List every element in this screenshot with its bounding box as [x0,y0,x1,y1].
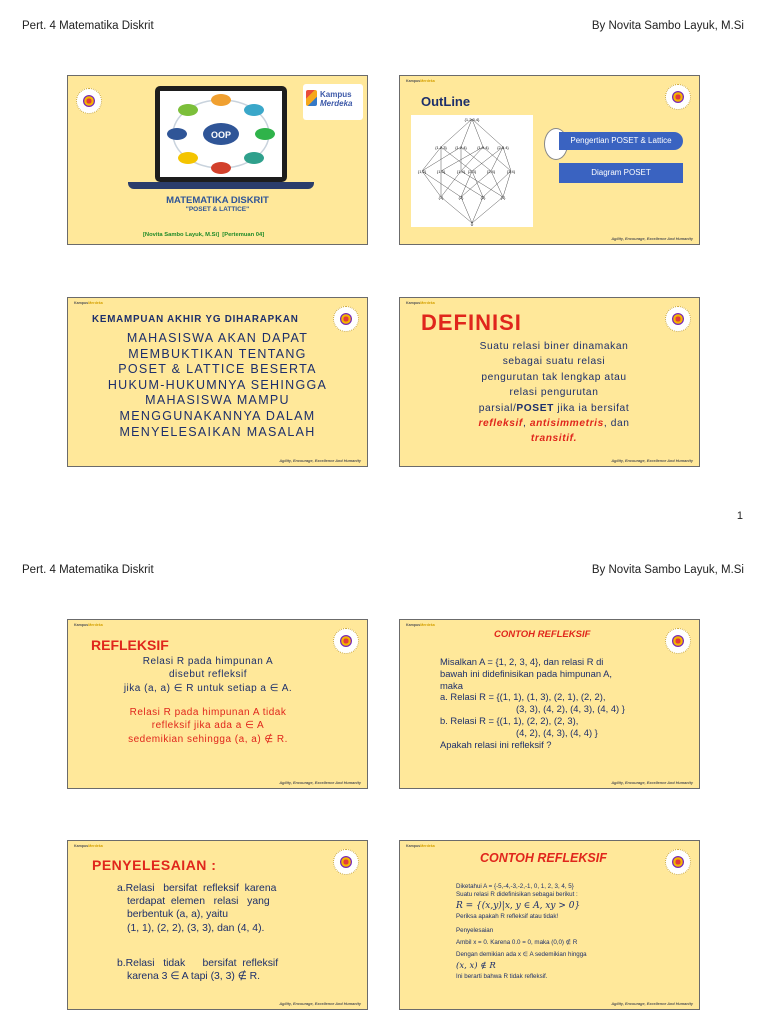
outcome-line: MAHASISWA AKAN DAPAT [126,331,309,345]
outcome-heading: KEMAMPUAN AKHIR YG DIHARAPKAN [92,314,299,325]
node-label: {1,4} [456,169,466,174]
example2-line: Dengan demikian ada x ∈ A sedemikian hingga [456,951,587,958]
slide-reflexive-example [399,619,700,789]
outline-item-1[interactable]: Pengertian POSET & Lattice [559,132,683,150]
solution-title: PENYELESAIAN : [92,857,217,873]
definition-title: DEFINISI [421,310,522,335]
outcome-line: MAHASISWA MAMPU [145,393,290,408]
outcome-line: POSET & LATTICE BESERTA [118,362,317,377]
example2-text [456,883,587,981]
example2-line: Penyelesaian [456,927,494,934]
definition-line: refleksif, antisimmetris, dan [478,418,630,430]
non-reflexive-definition [88,706,328,746]
example-text [440,656,625,750]
university-logo [665,306,691,332]
merdeka-label: Merdeka [320,99,353,108]
hasse-diagram [411,115,533,227]
slide-definition [399,297,700,467]
reflexive-line: Relasi R pada himpunan A [142,656,274,667]
example-line: bawah ini didefinisikan pada himpunan A, [440,667,612,679]
lattice-diagram [411,115,533,227]
non-reflexive-line: Relasi R pada himpunan A tidak [129,707,287,718]
slide1-author [143,232,264,238]
header-right-2: By Novita Sambo Layuk, M.Si [591,564,744,576]
example2-line: Periksa apakah R refleksif atau tidak! [456,913,559,920]
example2-line: Ini berarti bahwa R tidak refleksif. [456,973,548,980]
example-line: Apakah relasi ini refleksif ? [440,738,552,750]
outline-title: OutLine [421,94,471,109]
node-label: {2} [458,195,464,200]
page-number: 1 [736,510,743,522]
meeting-label: [Pertemuan 04] [222,232,265,238]
author-label: [Novita Sambo Layuk, M.Si] [143,232,220,238]
example-line: (3, 3), (4, 2), (4, 3), (4, 4) } [516,703,625,715]
brand-mark: KampusMerdeka [74,623,103,627]
slide-solution [67,840,368,1010]
example-line: b. Relasi R = {(1, 1), (2, 2), (2, 3), [440,714,579,726]
solution-line: b.Relasi tidak bersifat refleksif [117,958,279,969]
solution-part-b [117,957,327,983]
kampus-label: Kampus [320,90,352,99]
example2-line: Diketahui A = {-5,-4,-3,-2,-1, 0, 1, 2, 3, 4, 5} [456,883,574,890]
node-label: {3} [480,195,486,200]
brand-mark: KampusMerdeka [406,844,435,848]
outline-item-2[interactable]: Diagram POSET [559,163,683,183]
oop-center-label: OOP [210,130,232,140]
slide-reflexive [67,619,368,789]
node-label: {1,3} [436,169,446,174]
non-reflexive-line: sedemikian sehingga (a, a) ∉ R. [128,733,288,745]
university-logo [665,849,691,875]
brand-mark: KampusMerdeka [74,844,103,848]
tagline: Agility, Encourage, Excellence And Humanity [611,781,693,785]
slide-outline [399,75,700,245]
oop-diagram [155,86,287,182]
definition-line: pengurutan tak lengkap atau [481,371,627,383]
reflexive-line: jika (a, a) ∈ R untuk setiap a ∈ A. [123,682,293,694]
header-left-2: Pert. 4 Matematika Diskrit [22,564,154,576]
tagline: Agility, Encourage, Excellence And Humanity [611,459,693,463]
example-title: CONTOH REFLEKSIF [494,629,591,640]
definition-line: sebagai suatu relasi [502,356,606,368]
brand-mark: KampusMerdeka [406,623,435,627]
example2-line: Ambil x = 0. Karena 0.0 = 0, maka (0,0) ∉ R [456,939,578,946]
brand-mark: KampusMerdeka [406,301,435,305]
node-label: {1} [438,195,444,200]
university-logo [333,628,359,654]
node-label: {1,2,3,4} [464,117,480,122]
slide-reflexive-example-2 [399,840,700,1010]
node-label: {4} [500,195,506,200]
non-reflexive-line: refleksif jika ada a ∈ A [151,720,265,732]
outcome-text [74,331,361,440]
solution-line: (1, 1), (2, 2), (3, 3), dan (4, 4). [127,922,265,934]
outcome-line: MENGGUNAKANNYA DALAM [119,408,316,423]
slide-title [67,75,368,245]
tagline: Agility, Encourage, Excellence And Humanity [611,237,693,241]
solution-line: terdapat elemen relasi yang [127,896,270,908]
laptop-illustration [155,86,287,182]
definition-line: relasi pengurutan [509,387,599,399]
slide-learning-outcome [67,297,368,467]
example2-line: Suatu relasi R didefinisikan sebagai berikut : [456,891,578,898]
tagline: Agility, Encourage, Excellence And Humanity [279,459,361,463]
solution-line: karena 3 ∈ A tapi (3, 3) ∉ R. [127,971,261,983]
outcome-line: MENYELESAIKAN MASALAH [119,424,316,439]
university-logo [76,88,102,114]
outcome-line: HUKUM-HUKUMNYA SEHINGGA [107,377,328,392]
example-line: Misalkan A = {1, 2, 3, 4}, dan relasi R di [440,656,604,667]
header-left-1: Pert. 4 Matematika Diskrit [22,20,154,32]
example-line: a. Relasi R = {(1, 1), (1, 3), (2, 1), (2, 2), [440,691,606,703]
reflexive-definition [88,655,328,695]
university-logo [333,849,359,875]
header-right-1: By Novita Sambo Layuk, M.Si [591,20,744,32]
node-label: {1,2} [417,169,427,174]
tagline: Agility, Encourage, Excellence And Humanity [611,1002,693,1006]
node-label: {1,2,3} [435,145,447,150]
tagline: Agility, Encourage, Excellence And Humanity [279,1002,361,1006]
node-label: {2,3,4} [497,145,509,150]
example2-formula: (x, x) ∉ R [456,961,496,971]
brand-mark: KampusMerdeka [406,79,435,83]
solution-line: a.Relasi bersifat refleksif karena [117,883,277,894]
node-label: {2,3} [467,169,477,174]
outcome-line: MEMBUKTIKAN TENTANG [128,346,307,361]
reflexive-line: disebut refleksif [169,669,247,681]
slide1-title: MATEMATIKA DISKRIT [166,195,269,206]
brand-mark: KampusMerdeka [74,301,103,305]
tagline: Agility, Encourage, Excellence And Humanity [279,781,361,785]
example-line: maka [440,679,463,691]
example2-title: CONTOH REFLEKSIF [480,851,607,865]
node-label: {1,2,4} [455,145,467,150]
solution-part-a [117,882,327,935]
definition-line: parsial/POSET jika ia bersifat [478,402,630,414]
definition-line: transitif. [530,433,578,445]
university-logo [665,628,691,654]
node-label: {3,4} [506,169,516,174]
definition-text [444,339,664,447]
laptop-base [128,182,314,189]
example-line: (4, 2), (4, 3), (4, 4) } [516,726,598,738]
solution-line: berbentuk (a, a), yaitu [127,909,229,921]
node-label: {} [470,221,474,226]
university-logo [333,306,359,332]
example2-formula: R = {(x,y)|x, y ∈ A, xy > 0} [456,901,581,911]
slide1-subtitle: "POSET & LATTICE" [185,206,250,213]
reflexive-title: REFLEKSIF [91,637,169,653]
kampus-merdeka-logo [303,84,363,120]
definition-line: Suatu relasi biner dinamakan [479,341,629,352]
node-label: {1,3,4} [477,145,489,150]
university-logo [665,84,691,110]
node-label: {2,4} [486,169,496,174]
